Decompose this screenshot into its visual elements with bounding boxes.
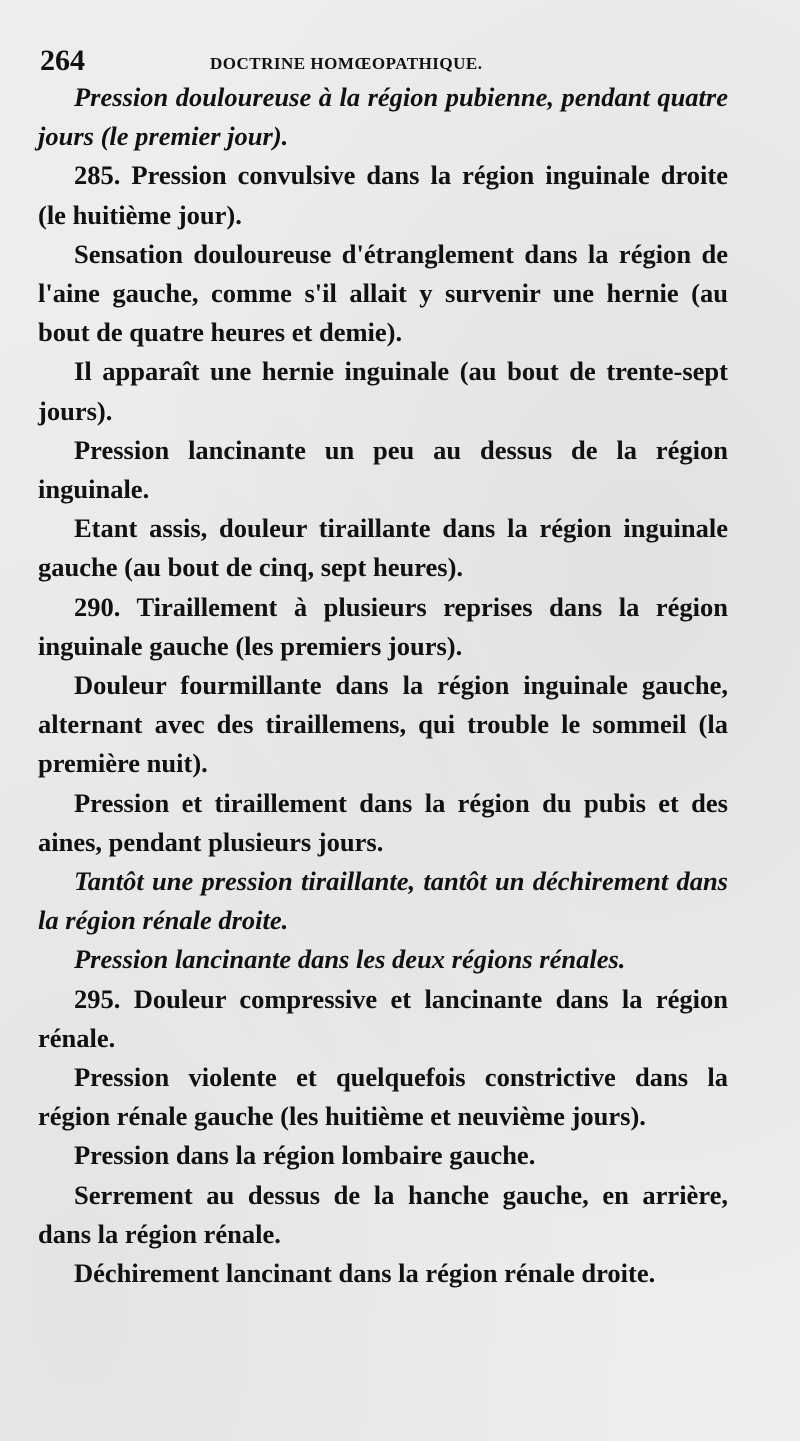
entry-number: 285. xyxy=(74,160,121,191)
paragraph: Pression et tiraillement dans la région du pubis et des aines, pendant plusieurs jours. xyxy=(38,787,728,857)
paragraph: Il apparaît une hernie inguinale (au bout de trente-sept jours). xyxy=(38,356,728,426)
running-title: DOCTRINE HOMŒOPATHIQUE. xyxy=(210,54,483,73)
paragraph: Pression dans la région lombaire gauche. xyxy=(74,1140,536,1171)
paragraph: Déchirement lancinant dans la région rénale droite. xyxy=(74,1258,656,1289)
paragraph: 295. Douleur compressive et lancinante dans la région rénale. xyxy=(38,983,729,1053)
paragraph: Pression lancinante un peu au dessus de la région inguinale. xyxy=(38,434,728,505)
paragraph: 285. Pression convulsive dans la région inguinale droite (le huitième jour). xyxy=(38,160,729,230)
paragraph: Pression violente et quelquefois constrictive dans la région rénale gauche (les huitième et neuvième jours). xyxy=(38,1062,728,1132)
page-header xyxy=(40,40,720,80)
paragraph: 290. Tiraillement à plusieurs reprises dans la région inguinale gauche (les premiers jours). xyxy=(38,591,728,661)
paragraph: Pression douloureuse à la région pubienne, pendant quatre jours (le premier jour). xyxy=(38,82,728,152)
entry-number: 295. xyxy=(74,983,121,1014)
paragraph: Serrement au dessus de la hanche gauche, en arrière, dans la région rénale. xyxy=(38,1179,728,1249)
paragraph: Pression lancinante dans les deux régions rénales. xyxy=(74,944,626,975)
body-text xyxy=(38,78,728,1293)
paragraph: Sensation douloureuse d'étranglement dans la région de l'aine gauche, comme s'il allait y survenir une hernie (au bout de quatre heures et demie). xyxy=(38,238,728,348)
paragraph: Douleur fourmillante dans la région inguinale gauche, alternant avec des tiraillemens, qui trouble le sommeil (la première nuit). xyxy=(38,670,728,779)
page-number: 264 xyxy=(40,44,85,77)
paragraph: Etant assis, douleur tiraillante dans la région inguinale gauche (au bout de cinq, sept heures). xyxy=(38,513,728,583)
paragraph: Tantôt une pression tiraillante, tantôt un déchirement dans la région rénale droite. xyxy=(38,866,728,936)
entry-number: 290. xyxy=(74,591,121,622)
